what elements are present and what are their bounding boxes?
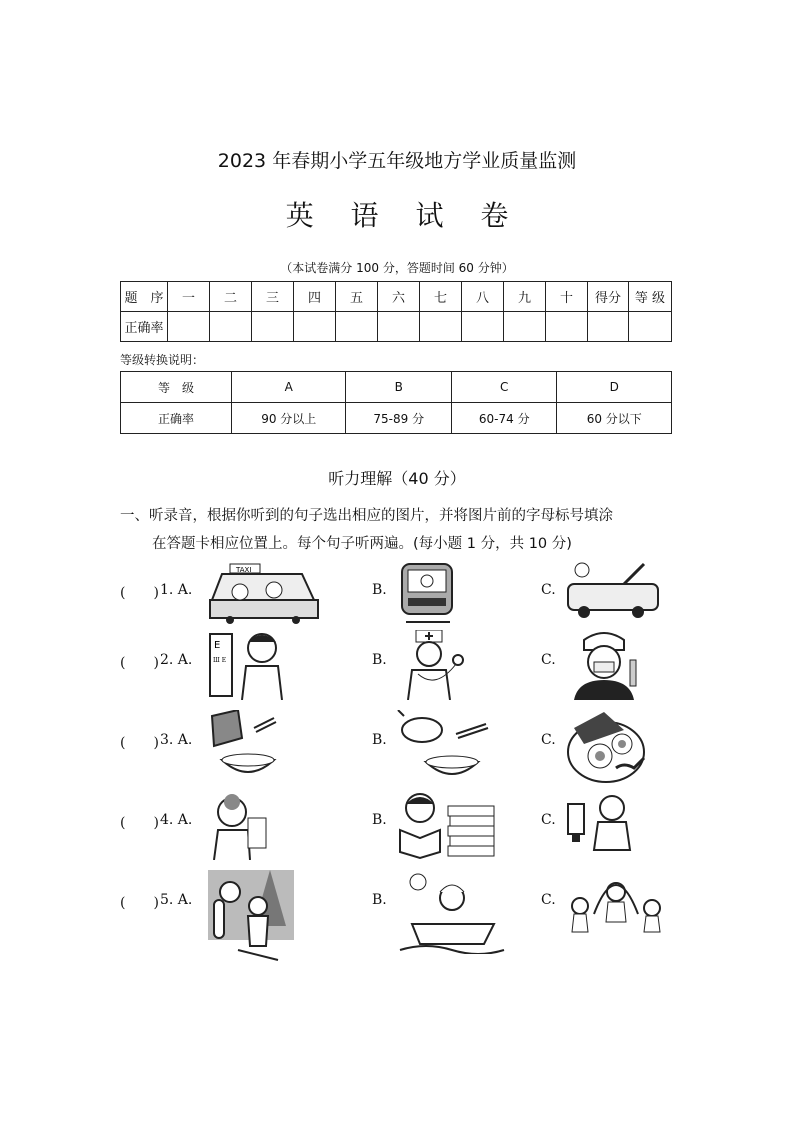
- option-b-label: B.: [372, 582, 387, 598]
- tow-truck-icon[interactable]: [564, 560, 664, 620]
- grade-cell: 90 分以上: [232, 403, 346, 434]
- score-cell[interactable]: [252, 312, 294, 342]
- score-header-cell: 三: [252, 282, 294, 312]
- score-cell[interactable]: [336, 312, 378, 342]
- svg-text:E: E: [214, 640, 221, 651]
- grade-cell: 60-74 分: [451, 403, 557, 434]
- score-cell[interactable]: [420, 312, 462, 342]
- answer-bracket[interactable]: ( ): [120, 735, 159, 751]
- option-c-label: C.: [541, 892, 556, 908]
- option-c-label: C.: [541, 732, 556, 748]
- chicken-noodles-icon[interactable]: [396, 710, 492, 778]
- option-c-label: C.: [541, 582, 556, 598]
- grade-table: [120, 371, 672, 434]
- score-cell[interactable]: [210, 312, 252, 342]
- grade-header-cell: A: [232, 372, 346, 403]
- grade-header-cell: C: [451, 372, 557, 403]
- score-header-cell: 二: [210, 282, 252, 312]
- taxi-icon[interactable]: [208, 560, 320, 624]
- grade-value-row: [121, 403, 672, 434]
- eye-doctor-icon[interactable]: [208, 630, 288, 700]
- score-header-cell: 五: [336, 282, 378, 312]
- option-b-label: B.: [372, 732, 387, 748]
- exam-subtitle: 英 语 试 卷: [285, 199, 523, 232]
- question-row: [120, 630, 680, 698]
- score-header-cell: 得分: [588, 282, 629, 312]
- boy-books-icon[interactable]: [396, 790, 496, 860]
- skiing-icon[interactable]: [208, 870, 294, 962]
- score-cell[interactable]: [629, 312, 672, 342]
- grade-header-row: [121, 372, 672, 403]
- option-c-label: C.: [541, 812, 556, 828]
- exam-title: 2023 年春期小学五年级地方学业质量监测: [217, 150, 577, 172]
- question-row: [120, 710, 680, 778]
- score-table: [120, 281, 672, 342]
- question-row: [120, 560, 680, 628]
- option-b-label: B.: [372, 812, 387, 828]
- question-row: [120, 870, 680, 938]
- answer-bracket[interactable]: ( ): [120, 815, 159, 831]
- grade-header-cell: D: [557, 372, 672, 403]
- answer-bracket[interactable]: ( ): [120, 655, 159, 671]
- score-cell[interactable]: [462, 312, 504, 342]
- score-header-cell: 七: [420, 282, 462, 312]
- score-header-cell: 一: [168, 282, 210, 312]
- question-number: 5. A.: [160, 892, 193, 908]
- computer-boy-icon[interactable]: [564, 790, 634, 860]
- score-header-cell: 十: [546, 282, 588, 312]
- doctor-icon[interactable]: [396, 630, 466, 700]
- grade-header-cell: 等 级: [121, 372, 232, 403]
- score-table-value-row: [121, 312, 672, 342]
- grandma-reading-icon[interactable]: [208, 790, 270, 860]
- score-cell[interactable]: [504, 312, 546, 342]
- score-cell[interactable]: [588, 312, 629, 342]
- score-header-cell: 四: [294, 282, 336, 312]
- question-number: 3. A.: [160, 732, 193, 748]
- score-cell[interactable]: [546, 312, 588, 342]
- grade-label: 等级转换说明：: [120, 353, 205, 367]
- grade-cell: 60 分以下: [557, 403, 672, 434]
- score-cell[interactable]: [378, 312, 420, 342]
- svg-text:TAXI: TAXI: [236, 566, 252, 574]
- exam-note: （本试卷满分 100 分，答题时间 60 分钟）: [280, 261, 514, 275]
- option-b-label: B.: [372, 652, 387, 668]
- score-header-cell: 题 序: [121, 282, 168, 312]
- answer-bracket[interactable]: ( ): [120, 895, 159, 911]
- question-number: 2. A.: [160, 652, 193, 668]
- boating-icon[interactable]: [396, 870, 506, 954]
- grade-header-cell: B: [346, 372, 452, 403]
- instructions: [120, 502, 680, 558]
- grade-cell: 正确率: [121, 403, 232, 434]
- question-number: 4. A.: [160, 812, 193, 828]
- option-c-label: C.: [541, 652, 556, 668]
- jump-rope-icon[interactable]: [564, 870, 668, 954]
- question-number: 1. A.: [160, 582, 193, 598]
- score-header-cell: 六: [378, 282, 420, 312]
- sandwich-noodles-icon[interactable]: [208, 710, 280, 778]
- option-b-label: B.: [372, 892, 387, 908]
- score-row-label: 正确率: [121, 312, 168, 342]
- instruction-line-1: 一、听录音，根据你听到的句子选出相应的图片，并将图片前的字母标号填涂: [120, 508, 613, 524]
- train-icon[interactable]: [396, 560, 460, 628]
- score-cell[interactable]: [168, 312, 210, 342]
- svg-text:Ш E: Ш E: [213, 657, 227, 664]
- nurse-icon[interactable]: [564, 630, 644, 700]
- grade-cell: 75-89 分: [346, 403, 452, 434]
- score-header-cell: 八: [462, 282, 504, 312]
- score-header-cell: 等 级: [629, 282, 672, 312]
- score-header-cell: 九: [504, 282, 546, 312]
- score-cell[interactable]: [294, 312, 336, 342]
- answer-bracket[interactable]: ( ): [120, 585, 159, 601]
- eggs-bacon-icon[interactable]: [564, 710, 648, 784]
- score-table-header-row: [121, 282, 672, 312]
- question-row: [120, 790, 680, 858]
- instruction-line-2: 在答题卡相应位置上。每个句子听两遍。(每小题 1 分，共 10 分): [152, 536, 572, 552]
- section-title: 听力理解（40 分）: [328, 469, 466, 488]
